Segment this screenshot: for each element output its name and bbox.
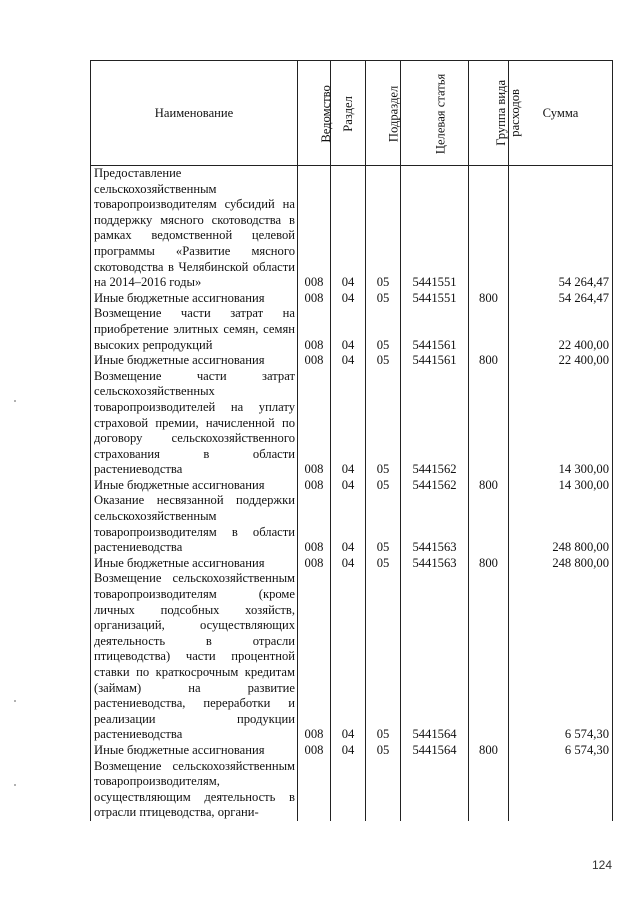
table-row: [91, 166, 613, 291]
cell-sum: 6 574,30: [509, 571, 613, 743]
cell-section: 04: [331, 478, 366, 494]
cell-target: 5441563: [401, 493, 469, 555]
table-row: [91, 556, 613, 572]
header-dept: Ведомство: [298, 61, 331, 166]
cell-section: 04: [331, 291, 366, 307]
cell-section: 04: [331, 556, 366, 572]
cell-subsection: [366, 759, 401, 821]
cell-subsection: 05: [366, 353, 401, 369]
cell-section: 04: [331, 166, 366, 291]
budget-table-wrapper: [90, 60, 612, 821]
header-section: Раздел: [331, 61, 366, 166]
table-row: [91, 306, 613, 353]
cell-target: 5441551: [401, 291, 469, 307]
cell-dept: 008: [298, 353, 331, 369]
header-subsection: Подраздел: [366, 61, 401, 166]
cell-group: 800: [469, 478, 509, 494]
page-number: 124: [592, 858, 613, 872]
cell-group: [469, 759, 509, 821]
cell-target: 5441562: [401, 369, 469, 478]
cell-section: 04: [331, 493, 366, 555]
cell-sum: 22 400,00: [509, 353, 613, 369]
scan-speck: [14, 784, 16, 786]
cell-sum: [509, 759, 613, 821]
cell-section: [331, 759, 366, 821]
cell-subsection: 05: [366, 291, 401, 307]
cell-subsection: 05: [366, 743, 401, 759]
table-row: [91, 291, 613, 307]
cell-section: 04: [331, 743, 366, 759]
cell-name: Иные бюджетные ассигнования: [91, 478, 298, 494]
cell-sum: 14 300,00: [509, 478, 613, 494]
cell-target: [401, 759, 469, 821]
cell-group: [469, 369, 509, 478]
cell-target: 5441561: [401, 306, 469, 353]
cell-sum: 54 264,47: [509, 291, 613, 307]
cell-sum: 54 264,47: [509, 166, 613, 291]
cell-dept: 008: [298, 166, 331, 291]
cell-group: 800: [469, 743, 509, 759]
cell-name: Оказание несвязанной поддержки сельскохозяйственным товаропроизводителям в области растениеводства: [91, 493, 298, 555]
cell-subsection: 05: [366, 571, 401, 743]
table-header: [91, 61, 613, 166]
table-row: [91, 478, 613, 494]
header-name: Наименование: [91, 61, 298, 166]
table-row: [91, 743, 613, 759]
cell-name: Возмещение сельскохозяйственным товаропроизводителям (кроме личных подсобных хозяйств, организаций, осуществляющих деятельность в отрасли птицеводства) части процентной ставки по краткосрочным кредитам (займам) на развитие растениеводства, переработки и реализации продукции растениеводства: [91, 571, 298, 743]
cell-subsection: 05: [366, 369, 401, 478]
cell-dept: 008: [298, 493, 331, 555]
header-sum: Сумма: [509, 61, 613, 166]
cell-target: 5441563: [401, 556, 469, 572]
cell-sum: 14 300,00: [509, 369, 613, 478]
cell-dept: 008: [298, 369, 331, 478]
cell-group: 800: [469, 353, 509, 369]
cell-section: 04: [331, 306, 366, 353]
cell-dept: 008: [298, 571, 331, 743]
cell-section: 04: [331, 369, 366, 478]
cell-sum: 248 800,00: [509, 493, 613, 555]
cell-name: Возмещение части затрат на приобретение элитных семян, семян высоких репродукций: [91, 306, 298, 353]
cell-section: 04: [331, 571, 366, 743]
cell-subsection: 05: [366, 556, 401, 572]
cell-sum: 6 574,30: [509, 743, 613, 759]
table-row: [91, 369, 613, 478]
cell-name: Иные бюджетные ассигнования: [91, 743, 298, 759]
cell-target: 5441564: [401, 571, 469, 743]
cell-name: Иные бюджетные ассигнования: [91, 291, 298, 307]
cell-dept: 008: [298, 556, 331, 572]
cell-target: 5441561: [401, 353, 469, 369]
cell-subsection: 05: [366, 166, 401, 291]
cell-group: 800: [469, 291, 509, 307]
cell-name: Возмещение части затрат сельскохозяйственных товаропроизводителей на уплату страховой премии, начисленной по договору сельскохозяйственного страхования в области растениеводства: [91, 369, 298, 478]
cell-dept: 008: [298, 478, 331, 494]
cell-group: 800: [469, 556, 509, 572]
cell-subsection: 05: [366, 493, 401, 555]
cell-target: 5441564: [401, 743, 469, 759]
cell-sum: 248 800,00: [509, 556, 613, 572]
cell-dept: 008: [298, 291, 331, 307]
budget-table: [90, 60, 613, 821]
cell-dept: [298, 759, 331, 821]
cell-name: Иные бюджетные ассигнования: [91, 353, 298, 369]
cell-group: [469, 493, 509, 555]
table-body: [91, 166, 613, 821]
cell-section: 04: [331, 353, 366, 369]
cell-subsection: 05: [366, 478, 401, 494]
table-row: [91, 353, 613, 369]
table-row: [91, 759, 613, 821]
cell-name: Иные бюджетные ассигнования: [91, 556, 298, 572]
scan-speck: [14, 400, 16, 402]
cell-group: [469, 571, 509, 743]
cell-subsection: 05: [366, 306, 401, 353]
cell-sum: 22 400,00: [509, 306, 613, 353]
cell-dept: 008: [298, 743, 331, 759]
header-group: Группа вида расходов: [469, 61, 509, 166]
cell-group: [469, 306, 509, 353]
cell-group: [469, 166, 509, 291]
cell-name: Возмещение сельскохозяйственным товаропроизводителям, осуществляющим деятельность в отрасли птицеводства, органи-: [91, 759, 298, 821]
cell-target: 5441562: [401, 478, 469, 494]
table-row: [91, 493, 613, 555]
cell-target: 5441551: [401, 166, 469, 291]
scan-speck: [14, 700, 16, 702]
header-target: Целевая статья: [401, 61, 469, 166]
table-row: [91, 571, 613, 743]
cell-dept: 008: [298, 306, 331, 353]
cell-name: Предоставление сельскохозяйственным товаропроизводителям субсидий на поддержку мясного скотоводства в рамках ведомственной целевой программы «Развитие мясного скотоводства в Челябинской области на 2014–2016 годы»: [91, 166, 298, 291]
